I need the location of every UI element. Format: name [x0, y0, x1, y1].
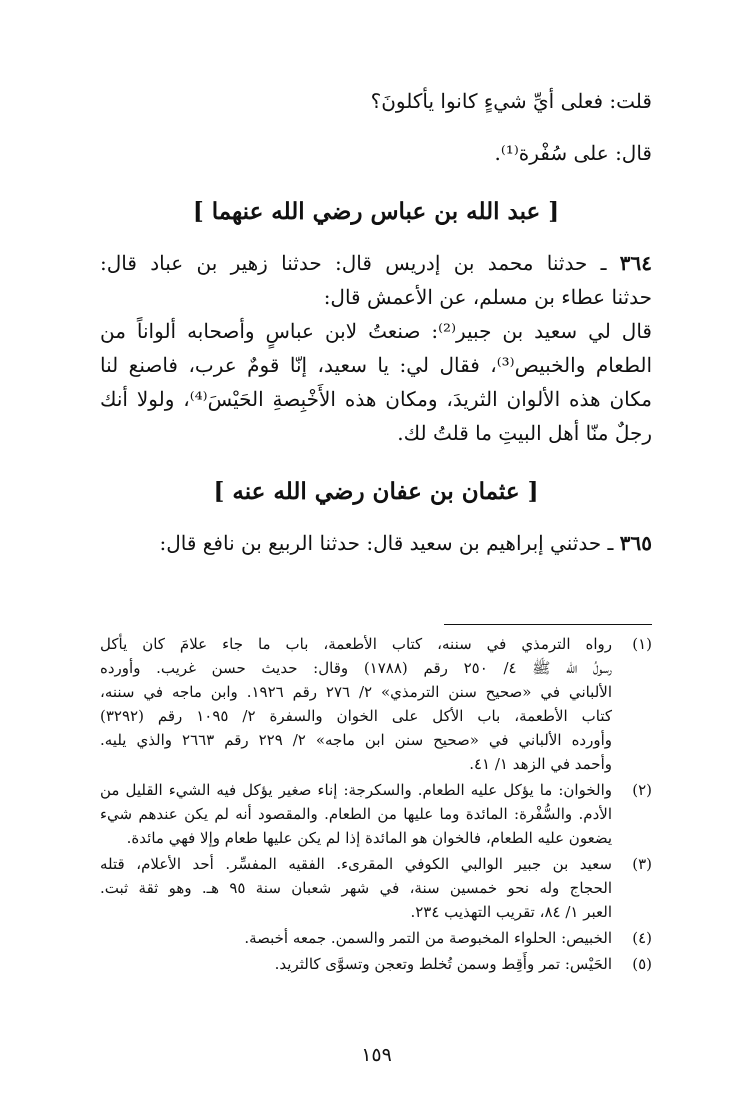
hadith-364-line-3: قال لي سعيد بن جبير⁽²⁾: صنعتُ لابن عباسٍ وأصحابه ألواناً من: [100, 319, 652, 343]
footnote-line: العبر ١/ ٨٤، تقريب التهذيب ٢٣٤.: [410, 903, 612, 921]
footnote-5: [100, 952, 652, 976]
footnote-marker: (٢): [632, 781, 652, 799]
footnote-line: رسولُ الله ﷺ ٤/ ٢٥٠ رقم (١٧٨٨) وقال: حديث حسن غريب. وأورده: [100, 659, 612, 677]
hadith-number: ٣٦٥: [619, 531, 652, 555]
footnote-line: الألباني في «صحيح سنن الترمذي» ٢/ ٢٧٦ رقم ١٩٢٦. وابن ماجه في سننه،: [100, 683, 613, 701]
footnote-line: الخبيص: الحلواء المخبوصة من التمر والسمن. جمعه أخبصة.: [244, 929, 612, 947]
intro-line-2: قال: على سُفْرة⁽¹⁾.: [494, 141, 652, 165]
footnote-line: رواه الترمذي في سننه، كتاب الأطعمة، باب ما جاء علامَ كان يأكل: [100, 635, 612, 653]
section-heading-ibn-abbas: [ عبد الله بن عباس رضي الله عنهما ]: [192, 198, 560, 225]
hadith-364-line-6: رجلٌ منّا أهل البيتِ ما قلتُ لك.: [397, 421, 652, 445]
footnote-line: الحَيْس: تمر وأَقِط وسمن تُخلط وتعجن وتسوَّى كالثريد.: [274, 955, 612, 973]
footnote-1: [100, 632, 652, 776]
footnote-line: يضعون عليه الطعام، فالخوان هو المائدة إذا لم يكن عليها طعام وإلا فهي مائدة.: [126, 829, 612, 847]
hadith-364-line-1: [100, 246, 652, 280]
hadith-365-isnad: ـ حدثني إبراهيم بن سعيد قال: حدثنا الربيع بن نافع قال:: [159, 531, 614, 555]
footnote-3: [100, 852, 652, 924]
hadith-number: ٣٦٤: [619, 251, 652, 275]
main-text: [100, 84, 652, 560]
footnote-2: [100, 778, 652, 850]
footnote-divider: [444, 624, 652, 625]
footnote-marker: (٤): [632, 929, 652, 947]
footnote-line: سعيد بن جبير الوالبي الكوفي المقرىء. الفقيه المفسِّر. أحد الأعلام، قتله: [100, 855, 612, 873]
section-heading-uthman: [ عثمان بن عفان رضي الله عنه ]: [213, 478, 539, 505]
footnote-line: وأحمد في الزهد ١/ ٤١.: [469, 755, 612, 773]
hadith-364-isnad: ـ حدثنا محمد بن إدريس قال: حدثنا زهير بن عباد قال:: [100, 251, 607, 275]
footnote-line: الأدم. والسُّفْرة: المائدة وما عليها من الطعام. والمقصود أنه لم يكن عندهم شيء: [100, 805, 612, 823]
intro-line-1: قلت: فعلى أيِّ شيءٍ كانوا يأكلونَ؟: [370, 89, 652, 113]
page-number: ١٥٩: [361, 1044, 392, 1066]
hadith-364-line-2: حدثنا عطاء بن مسلم، عن الأعمش قال:: [323, 285, 652, 309]
footnote-marker: (١): [632, 635, 652, 653]
hadith-365-line-1: [100, 526, 652, 560]
footnote-line: الحجاج وله نحو خمسين سنة، في شهر شعبان سنة ٩٥ هـ. وهو ثقة ثبت.: [100, 879, 612, 897]
footnote-line: والخوان: ما يؤكل عليه الطعام. والسكرجة: إناء صغير يؤكل فيه الشيء القليل من: [100, 781, 612, 799]
hadith-364-line-4: الطعام والخبيص⁽³⁾، فقال لي: يا سعيد، إنّا قومٌ عرب، فاصنع لنا: [100, 353, 652, 377]
hadith-364-line-5: مكان هذه الألوان الثريدَ، ومكان هذه الأَخْبِصةِ الحَيْسَ⁽⁴⁾، ولولا أنك: [100, 387, 652, 411]
footnote-line: وأورده الألباني في «صحيح سنن ابن ماجه» ٢/ ٢٢٩ رقم ٢٦٦٣ والذي يليه.: [100, 731, 613, 749]
footnote-marker: (٣): [632, 855, 652, 873]
footnote-marker: (٥): [632, 955, 652, 973]
footnote-4: [100, 926, 652, 950]
footnote-line: كتاب الأطعمة، باب الأكل على الخوان والسفرة ٢/ ١٠٩٥ رقم (٣٢٩٢): [100, 707, 612, 725]
footnotes: [100, 632, 652, 978]
